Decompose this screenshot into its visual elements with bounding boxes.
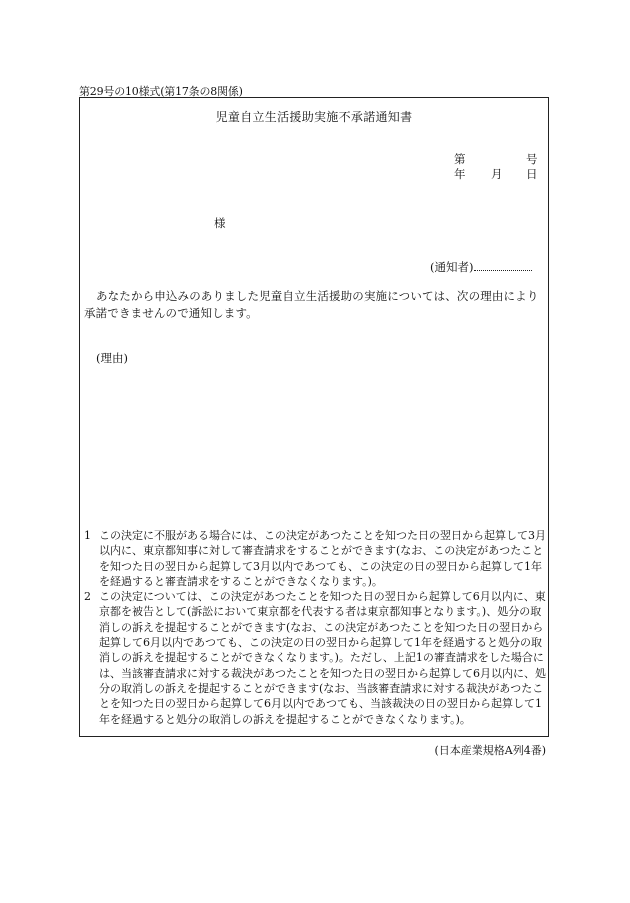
- body-text: あなたから申込みのありました児童自立生活援助の実施については、次の理由により承諾できませんので通知します。: [84, 289, 539, 320]
- addressee-suffix: 様: [214, 216, 226, 230]
- date-day: 日: [526, 167, 538, 181]
- form-number: 第29号の10様式(第17条の8関係): [79, 85, 243, 98]
- number-suffix: 号: [526, 152, 538, 166]
- note-number: 2: [84, 590, 91, 604]
- form-frame: [79, 97, 549, 737]
- date-year: 年: [454, 167, 466, 181]
- notifier-dotted-line: [474, 261, 532, 271]
- note-text: この決定に不服がある場合には、この決定があつたことを知つた日の翌日から起算して3月以内に、東京都知事に対して審査請求をすることができます(なお、この決定があつたことを知つた日の翌日から起算して3月以内であつても、この決定の日の翌日から起算して1年を経過すると審査請求をすることができなくなります。)。: [99, 529, 546, 588]
- reason-label: (理由): [96, 351, 128, 365]
- note-item: [84, 589, 550, 727]
- notifier-line: [430, 259, 532, 275]
- notes-section: [84, 528, 550, 727]
- note-number: 1: [84, 529, 91, 542]
- number-prefix: 第: [454, 152, 466, 166]
- paper-size-footer: (日本産業規格A列4番): [434, 744, 546, 757]
- document-title: 児童自立生活援助実施不承諾通知書: [215, 110, 413, 124]
- note-item: [84, 528, 550, 589]
- date-month: 月: [491, 167, 503, 181]
- note-text: この決定については、この決定があつたことを知つた日の翌日から起算して6月以内に、東京都を被告として(訴訟において東京都を代表する者は東京都知事となります。)、処分の取消しの訴えを提起することができます(なお、この決定があつたことを知つた日の翌日から起算して6月以内であつても、この決定の日の翌日から起算して1年を経過すると処分の取消しの訴えを提起することができなくなります。)。ただし、上記1の審査請求をした場合には、当該審査請求に対する裁決があつたことを知つた日の翌日から起算して6月以内に、処分の取消しの訴えを提起することができます(なお、当該審査請求に対する裁決があつたことを知つた日の翌日から起算して6月以内であつても、当該裁決の日の翌日から起算して1年を経過すると処分の取消しの訴えを提起することができなくなります。)。: [99, 590, 546, 726]
- notifier-label: (通知者): [430, 260, 474, 274]
